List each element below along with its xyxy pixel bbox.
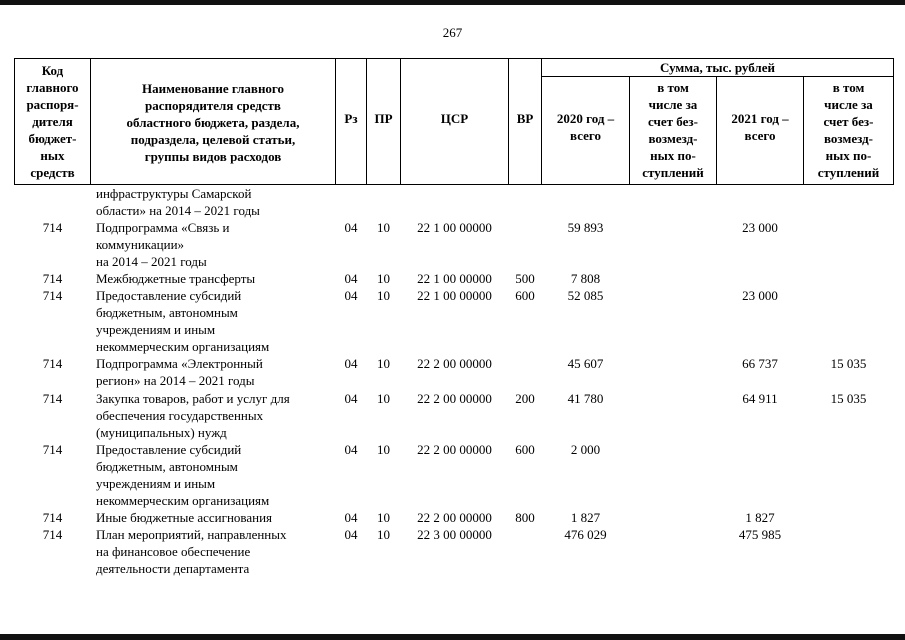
row-code: 714 [42, 271, 63, 286]
row-2021-free: 15 035 [830, 391, 867, 406]
row-name: Предоставление субсидий бюджетным, автономным учреждениям и иным некоммерческим организациям [96, 288, 270, 354]
row-name: Иные бюджетные ассигнования [96, 510, 273, 525]
row-vr: 600 [515, 288, 535, 303]
row-2021-total: 475 985 [738, 527, 782, 542]
header-2020-free: в том числе за счет без- возмезд- ных по- ступлений [642, 80, 704, 180]
row-pr: 10 [377, 391, 390, 406]
row-name: инфраструктуры Самарской области» на 2014 – 2021 годы [96, 186, 260, 218]
header-pr: ПР [374, 111, 393, 126]
header-name: Наименование главного распорядителя средств областного бюджета, раздела, подраздела, целевой статьи, группы видов расходов [126, 81, 300, 164]
row-2020-total: 52 085 [567, 288, 604, 303]
row-vr: 500 [515, 271, 535, 286]
row-2020-total: 2 000 [570, 442, 601, 457]
row-2021-total: 66 737 [742, 356, 778, 371]
row-name: Закупка товаров, работ и услуг для обеспечения государственных (муниципальных) нужд [96, 391, 290, 440]
row-name: Подпрограмма «Связь и коммуникации» на 2014 – 2021 годы [96, 220, 230, 269]
row-rz: 04 [344, 527, 358, 542]
row-2020-total: 7 808 [570, 271, 601, 286]
row-rz: 04 [344, 288, 358, 303]
row-csr: 22 1 00 00000 [417, 220, 492, 235]
row-csr: 22 2 00 00000 [417, 356, 492, 371]
header-2020-total: 2020 год – всего [556, 111, 615, 143]
row-2020-total: 59 893 [567, 220, 604, 235]
row-name: Межбюджетные трансферты [96, 271, 256, 286]
row-name: План мероприятий, направленных на финансовое обеспечение деятельности департамента [96, 527, 287, 576]
row-2021-free: 15 035 [830, 356, 867, 371]
header-csr: ЦСР [440, 111, 469, 126]
row-2020-total: 41 780 [567, 391, 604, 406]
row-2021-total: 23 000 [742, 220, 778, 235]
row-code: 714 [42, 288, 63, 303]
row-pr: 10 [377, 288, 390, 303]
row-pr: 10 [377, 442, 390, 457]
header-code: Код главного распоря- дителя бюджет- ных средств [26, 63, 79, 180]
row-rz: 04 [344, 356, 358, 371]
header-vr: ВР [516, 111, 534, 126]
row-csr: 22 1 00 00000 [417, 288, 492, 303]
row-rz: 04 [344, 442, 358, 457]
row-csr: 22 2 00 00000 [417, 510, 492, 525]
page-number: 267 [442, 25, 463, 40]
row-pr: 10 [377, 271, 390, 286]
row-2021-total: 23 000 [742, 288, 778, 303]
row-vr: 200 [515, 391, 535, 406]
header-2021-free: в том числе за счет без- возмезд- ных по- ступлений [817, 80, 880, 180]
row-2020-total: 45 607 [567, 356, 604, 371]
row-pr: 10 [377, 510, 390, 525]
row-rz: 04 [344, 220, 358, 235]
row-code: 714 [42, 510, 63, 525]
row-code: 714 [42, 442, 63, 457]
row-csr: 22 2 00 00000 [417, 391, 492, 406]
row-code: 714 [42, 220, 63, 235]
header-rz: Рз [344, 111, 358, 126]
row-csr: 22 3 00 00000 [417, 527, 492, 542]
row-2021-total: 64 911 [742, 391, 778, 406]
row-csr: 22 1 00 00000 [417, 271, 492, 286]
row-name: Предоставление субсидий бюджетным, автономным учреждениям и иным некоммерческим организациям [96, 442, 270, 508]
row-code: 714 [42, 356, 63, 371]
row-rz: 04 [344, 510, 358, 525]
bottom-border [0, 634, 905, 640]
row-code: 714 [42, 391, 63, 406]
row-pr: 10 [377, 220, 390, 235]
row-pr: 10 [377, 527, 390, 542]
row-vr: 600 [515, 442, 535, 457]
row-vr: 800 [515, 510, 535, 525]
row-2020-total: 476 029 [564, 527, 607, 542]
row-pr: 10 [377, 356, 390, 371]
row-csr: 22 2 00 00000 [417, 442, 492, 457]
row-name: Подпрограмма «Электронный регион» на 2014 – 2021 годы [96, 356, 263, 388]
row-rz: 04 [344, 271, 358, 286]
row-rz: 04 [344, 391, 358, 406]
row-2020-total: 1 827 [570, 510, 601, 525]
row-2021-total: 1 827 [745, 510, 775, 525]
header-sum: Сумма, тыс. рублей [660, 60, 775, 75]
row-code: 714 [42, 527, 63, 542]
header-2021-total: 2021 год – всего [731, 111, 789, 143]
